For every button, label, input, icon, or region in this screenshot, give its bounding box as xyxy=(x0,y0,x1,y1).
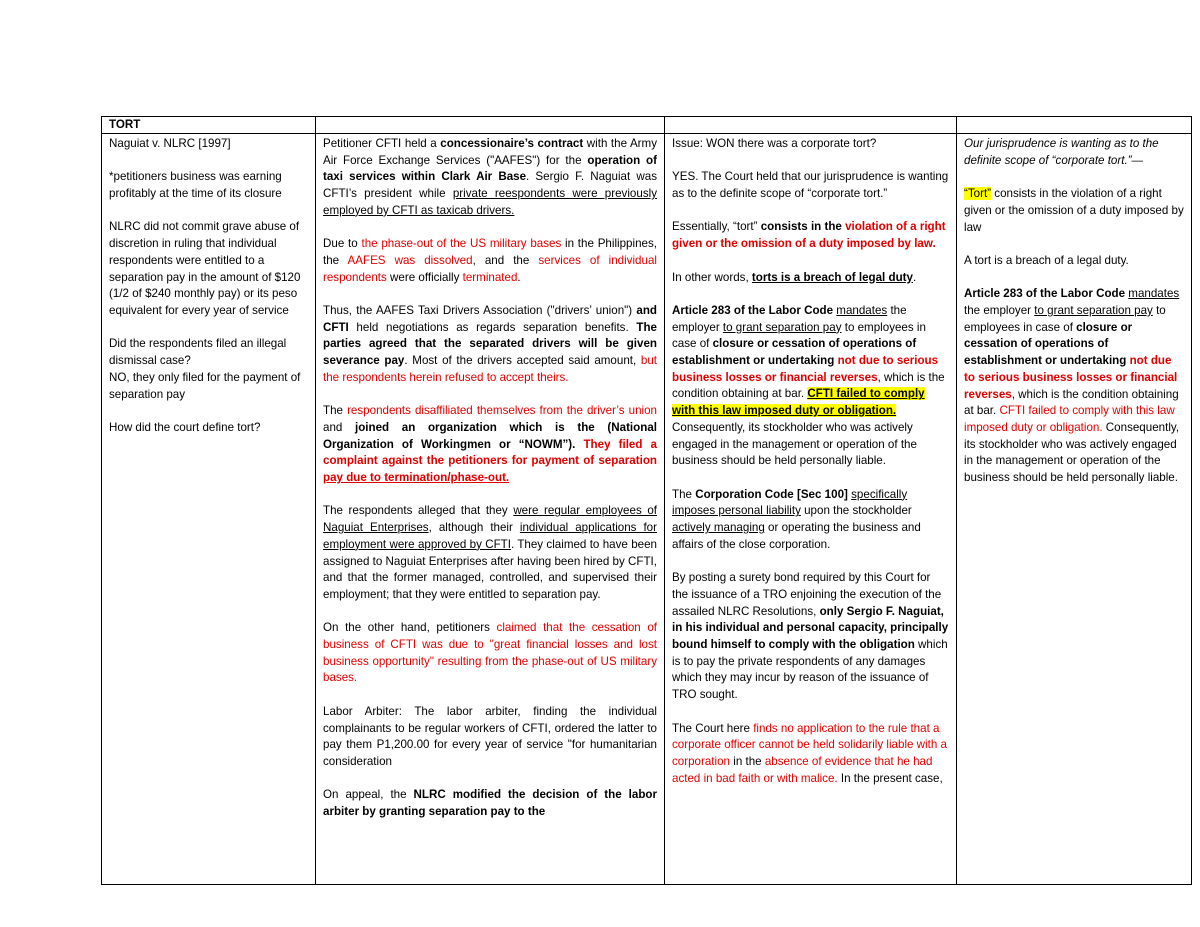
facts-paragraph-8 xyxy=(323,787,657,820)
text: upon the stockholder xyxy=(800,504,912,518)
facts-paragraph-1 xyxy=(323,136,657,220)
text: services of individual respondents xyxy=(323,253,657,284)
text: in the Philippines, the xyxy=(323,237,657,267)
text: Consequently, its stockholder who was actively engaged in the management or operation of the business should be held personally liable. xyxy=(672,420,917,468)
text: The parties agreed that the separated drivers will be given severance pay xyxy=(323,320,657,368)
text: specifically imposes personal liability xyxy=(672,487,908,518)
facts-paragraph-4 xyxy=(323,403,657,487)
corporation-code-text xyxy=(672,487,949,554)
text: , which is the condition obtaining at bar. xyxy=(672,370,945,401)
text: concessionaire’s contract xyxy=(440,137,584,150)
facts-paragraph-7: Labor Arbiter: The labor arbiter, finding the individual complainants to be regular workers of CFTI, ordered the latter to pay them P1,200.00 for every year of service "for humanitarian consideration xyxy=(323,704,657,768)
text: . xyxy=(517,270,521,284)
facts-cell xyxy=(316,134,665,885)
text: claimed that the cessation of business of CFTI was due to "great financial losses and lost business opportunity" resulting from the phase-out of US military bases. xyxy=(323,621,657,685)
text: pay due to termination/phase-out. xyxy=(323,471,510,485)
header-cell-empty xyxy=(316,117,665,134)
text: , and the xyxy=(472,253,539,267)
text: consists in the violation of a right given or the omission of a duty imposed by law xyxy=(964,187,1184,234)
text: the employer xyxy=(964,303,1035,317)
text: consists in the xyxy=(760,220,846,234)
text: AAFES was dissolved xyxy=(347,253,473,267)
text: NLRC modified the decision of the labor arbiter by granting separation pay to the xyxy=(323,788,657,819)
text: and xyxy=(323,420,355,434)
text: mandates xyxy=(836,303,888,317)
text: On the other hand, petitioners xyxy=(323,621,497,635)
text: Essentially, “tort” xyxy=(672,220,761,234)
text: . Sergio F. Naguiat was CFTI’s president while xyxy=(323,170,657,201)
text: in his individual and personal capacity, principally bound himself xyxy=(672,621,949,651)
facts-paragraph-2 xyxy=(323,236,657,286)
text: closure or cessation of operations of establishment or undertaking xyxy=(964,320,1133,368)
text: and CFTI xyxy=(323,304,657,334)
text: torts is a breach of legal duty xyxy=(751,270,913,284)
dismissal-question: Did the respondents filed an illegal dismissal case? xyxy=(109,337,287,368)
text: were officially xyxy=(386,270,463,284)
tort-table xyxy=(101,116,1192,885)
facts-paragraph-3 xyxy=(323,303,657,387)
text: individual applications for employment were approved by CFTI xyxy=(323,521,657,551)
text: respondents disaffiliated themselves from the driver’s union xyxy=(347,404,658,418)
article-283-text xyxy=(672,303,949,470)
table-body-row xyxy=(102,134,1192,885)
text: In the present case, xyxy=(837,771,943,785)
text: Corporation Code [Sec 100] xyxy=(695,487,848,501)
text: . They claimed to have been assigned to Naguiat Enterprises after having been hired by CFTI, and that the former managed, controlled, and supervised their employment; that they were entitled to separation pay. xyxy=(323,537,657,601)
header-cell-empty xyxy=(665,117,957,134)
ruling-cell xyxy=(665,134,957,885)
text: Petitioner CFTI held a xyxy=(323,137,441,150)
text: held negotiations as regards separation benefits. xyxy=(348,320,637,334)
text: the phase-out of the US military bases xyxy=(361,237,562,251)
text: to comply with the obligation xyxy=(754,638,915,651)
text: finds no application to the rule that a corporate officer cannot be held solidarily liable with a corporation xyxy=(672,721,947,768)
text: private reespondents were previously employed by CFTI as taxicab drivers. xyxy=(323,187,657,217)
text: in the xyxy=(730,754,765,768)
text: Thus, the AAFES Taxi Drivers Association ("drivers’ union") xyxy=(323,304,637,317)
text: to grant separation pay xyxy=(722,320,842,334)
text: to grant separation pay xyxy=(1034,303,1153,317)
article-283-summary xyxy=(964,286,1184,486)
other-words-text xyxy=(672,270,949,287)
text: Consequently, its stockholder who was actively engaged in the management or operation of the business should be held personally liable. xyxy=(964,420,1180,485)
text: , although their xyxy=(428,521,520,535)
text: “Tort” xyxy=(964,187,992,201)
text: not due to serious business losses or financial reverses xyxy=(672,354,939,384)
text: The respondents alleged that they xyxy=(323,504,514,518)
text: mandates xyxy=(1128,287,1180,301)
text: closure or cessation of operations of establishment or undertaking xyxy=(672,337,917,368)
text: which is to pay the private respondents of any damages which they may incur by reason of the issuance of TRO sought. xyxy=(672,638,948,702)
text: CFTI failed to comply with this law imposed duty or obligation. xyxy=(964,404,1175,434)
text: actively managing xyxy=(672,521,765,535)
text: Article 283 of the Labor Code xyxy=(672,303,834,317)
issue-text: Issue: WON there was a corporate tort? xyxy=(672,137,877,150)
yes-text: YES. The Court held that our jurisprudence is wanting as to the definite scope of “corporate tort.” xyxy=(672,170,949,201)
essentially-text xyxy=(672,219,949,252)
text: or operating the business and affairs of the close corporation. xyxy=(672,521,921,551)
nlrc-ruling: NLRC did not commit grave abuse of discretion in ruling that individual respondents were entitled to a separation pay in the amount of $120 (1/2 of $240 monthly pay) or its peso equivalent for every year of service xyxy=(109,220,301,317)
case-summary-cell xyxy=(102,134,316,885)
text: were regular employees of Naguiat Enterprises xyxy=(323,504,657,535)
text: Due to xyxy=(323,237,362,251)
tort-definition-text xyxy=(964,186,1184,236)
text: The Court here xyxy=(672,721,754,735)
facts-paragraph-6 xyxy=(323,620,657,687)
text: to employees in case of xyxy=(672,320,926,351)
text: violation of a right given or the omission of a duty imposed by law. xyxy=(672,220,946,251)
text: In other words, xyxy=(672,270,752,284)
text: to employees in case of xyxy=(964,303,1166,334)
text: . Most of the drivers accepted said amount, xyxy=(404,354,641,368)
text: The xyxy=(672,487,696,501)
text: , which is the condition obtaining at bar. xyxy=(964,387,1179,418)
text: By posting a surety bond required by this Court for the issuance of a TRO enjoining the execution of the assailed NLRC Resolutions, xyxy=(672,571,942,618)
tort-question: How did the court define tort? xyxy=(109,420,261,434)
text: but the respondents herein refused to accept theirs. xyxy=(323,354,657,384)
table-title: TORT xyxy=(102,117,316,134)
facts-paragraph-5 xyxy=(323,503,657,603)
surety-bond-text xyxy=(672,570,949,704)
text: joined an organization which is the (National Organization of Workingmen or “NOWM”). xyxy=(323,420,657,451)
text: They filed a complaint against the petitioners for payment of separation xyxy=(323,437,657,468)
text: the employer xyxy=(672,303,907,334)
breach-text: A tort is a breach of a legal duty. xyxy=(964,253,1129,267)
jurisprudence-text: Our jurisprudence is wanting as to the definite scope of “corporate tort.”— xyxy=(964,137,1159,167)
text: . xyxy=(912,270,917,284)
court-here-text xyxy=(672,721,949,788)
text: with the Army Air Force Exchange Services ("AAFES") for the xyxy=(323,137,658,167)
dismissal-answer: NO, they only filed for the payment of separation pay xyxy=(109,370,301,401)
text: The xyxy=(323,404,348,418)
dismissal-qa xyxy=(109,336,308,403)
case-title: Naguiat v. NLRC [1997] xyxy=(109,137,231,150)
text: operation of taxi services within Clark Air Base xyxy=(323,153,657,184)
text: Article 283 of the Labor Code xyxy=(964,287,1126,301)
text: On appeal, the xyxy=(323,788,414,802)
table-header-row xyxy=(102,117,1192,134)
business-note: *petitioners business was earning profitably at the time of its closure xyxy=(109,170,282,201)
text: terminated xyxy=(462,270,518,284)
header-cell-empty xyxy=(957,117,1192,134)
text: CFTI failed to comply with this law imposed duty or obligation. xyxy=(672,387,925,418)
text: not due to serious business losses or financial reverses xyxy=(964,354,1178,401)
text: only Sergio F. Naguiat, xyxy=(819,604,944,618)
doctrine-cell xyxy=(957,134,1192,885)
text: absence of evidence that he had acted in bad faith or with malice. xyxy=(672,754,933,785)
